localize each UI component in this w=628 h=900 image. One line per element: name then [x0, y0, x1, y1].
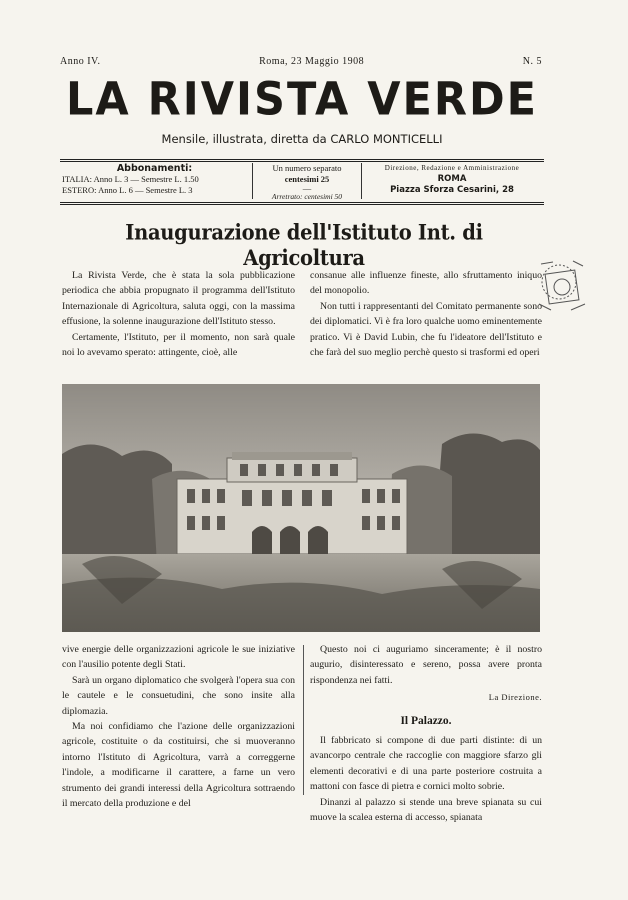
header-rule-bottom-2 — [60, 204, 544, 205]
volume-label: Anno IV. — [60, 56, 101, 67]
article-paragraph: La Rivista Verde, che è stata la sola pubblicazione periodica che abbia propugnato il programma dell'Istituto Internazionale di Agricoltura, saluta oggi, con la massima effusione, la solenne inaugurazione dell'Istituto stesso. — [62, 270, 295, 328]
article-signature: La Direzione. — [488, 692, 542, 703]
office-box — [360, 163, 544, 199]
article-paragraph: Non tutti i rappresentanti del Comitato permanente sono dei diplomatici. Vi è fra loro qualche uomo eminentemente pratico. Vi è David Lubin, che fu l'ideatore dell'Istituto e che farà del suo meglio perchè questo si trasformi ed operi — [310, 300, 542, 359]
single-copy-line1: Un numero separato — [272, 163, 342, 173]
single-copy-dash: — — [302, 183, 312, 193]
newspaper-subtitle: Mensile, illustrata, diretta da CARLO MONTICELLI — [161, 132, 443, 146]
article-paragraph: Il fabbricato si compone di due parti distinte: di un avancorpo centrale che raccoglie con maggiore sfarzo gli elementi decorativi e di una parte posteriore costruita a mattoni con fasce di pietra e cornici molto sobrie. — [310, 735, 542, 793]
article-paragraph: Certamente, l'Istituto, per il momento, non sarà quale noi lo avevamo sperato: attingente, cioè, alle — [62, 331, 295, 359]
article-paragraph: Sarà un organo diplomatico che svolgerà l'opera sua con le cautele e le consuetudini, che sono insite alla diplomazia. — [62, 674, 295, 717]
single-copy-price: centesimi 25 — [284, 174, 330, 184]
article-paragraph: vive energie delle organizzazioni agricole le sue iniziative con l'ausilio potente degli Stati. — [62, 644, 295, 671]
article-column-2 — [310, 268, 542, 360]
office-address: Piazza Sforza Cesarini, 28 — [390, 185, 514, 195]
issue-number: N. 5 — [522, 56, 542, 67]
back-issue-price: Arretrato: centesimi 50 — [271, 192, 343, 201]
article-column-3 — [62, 642, 295, 811]
subscriptions-heading: Abbonamenti: — [116, 163, 193, 174]
article-column-1 — [62, 268, 295, 360]
header-rule-bottom — [60, 202, 544, 203]
article-headline: Inaugurazione dell'Istituto Int. di Agricoltura — [125, 219, 483, 271]
dateline: Roma, 23 Maggio 1908 — [259, 56, 365, 67]
article-paragraph: Ma noi confidiamo che l'azione delle organizzazioni agricole, costituite o da costituirsi, che si muoveranno intorno l'Istituto di Agricoltura, varrà a correggerne l'indole, a modificarne il carattere, a farne un vero strumento dei grandi interessi della Agricoltura sottraendo il mercato della produzione e del — [62, 721, 295, 810]
single-copy-box — [252, 163, 362, 199]
newspaper-title: LA RIVISTA VERDE — [65, 73, 539, 127]
header-rule-top-2 — [60, 161, 544, 162]
subscription-italia: ITALIA: Anno L. 3 — Semestre L. 1.50 — [62, 174, 199, 184]
column-divider — [303, 645, 304, 795]
article-paragraph: Dinanzi al palazzo si stende una breve spianata su cui muove la scalea esterna di accesso, spianata — [310, 796, 542, 824]
header-rule-top — [60, 159, 544, 160]
office-city: ROMA — [437, 174, 467, 184]
article-paragraph: consanue alle influenze fineste, allo sfruttamento iniquo del monopolio. — [310, 270, 542, 297]
postal-stamp-image — [537, 258, 587, 314]
palazzo-illustration — [62, 384, 540, 632]
office-line1: Direzione, Redazione e Amministrazione — [384, 164, 520, 172]
subscription-estero: ESTERO: Anno L. 6 — Semestre L. 3 — [62, 185, 193, 195]
article-paragraph: Questo noi ci auguriamo sinceramente; è il nostro augurio, disinteressato e sereno, possa avere pronta rispondenza nei fatti. — [310, 644, 542, 686]
section-heading-palazzo: Il Palazzo. — [400, 714, 452, 727]
article-column-4 — [310, 642, 542, 825]
subscriptions-box — [62, 163, 247, 199]
masthead-line — [60, 56, 542, 67]
